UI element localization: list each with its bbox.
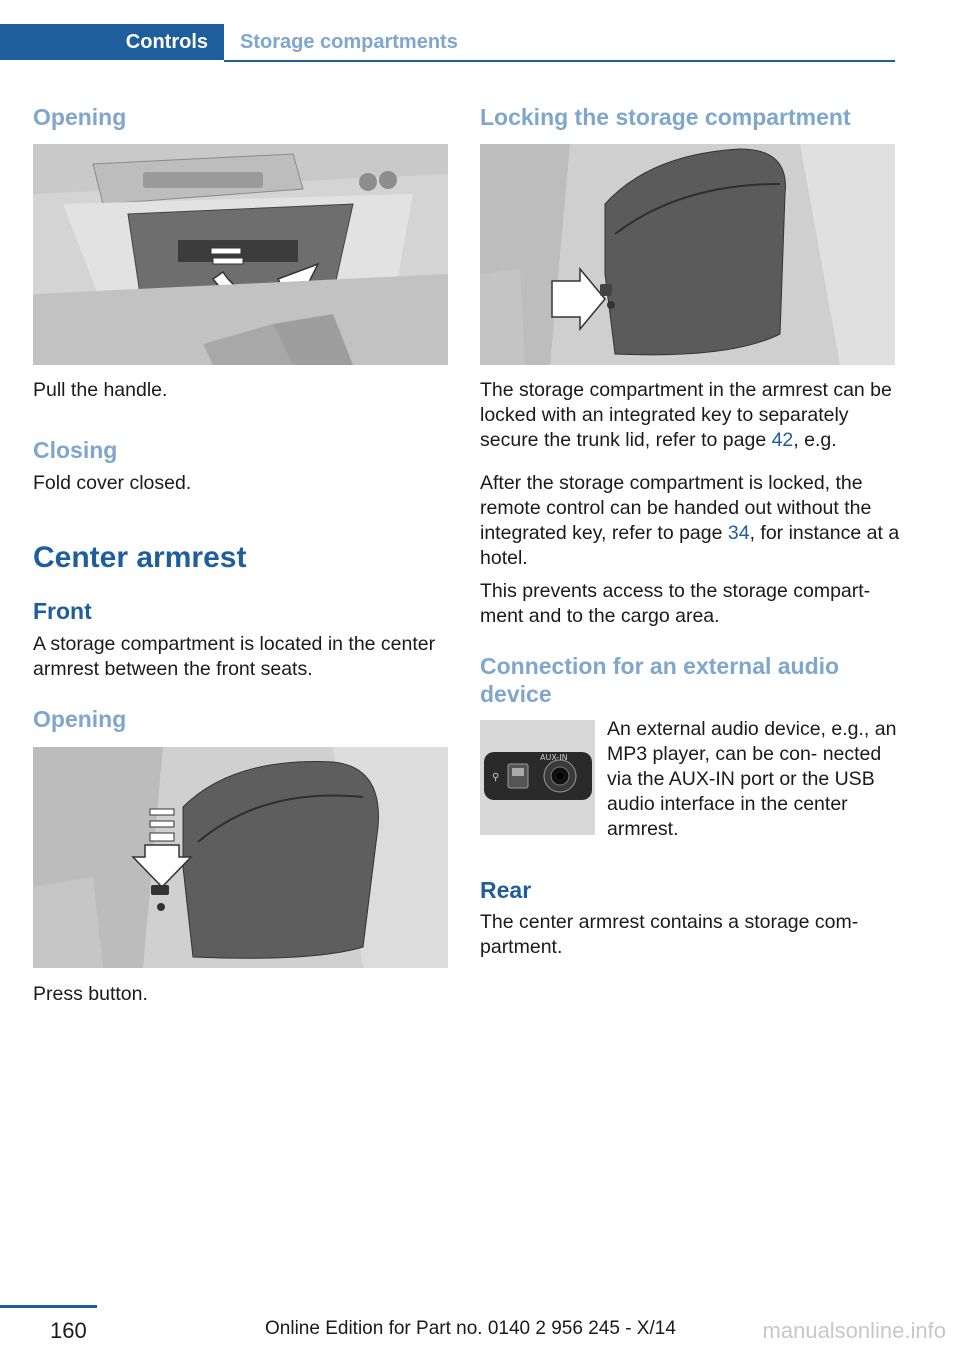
glovebox-illustration xyxy=(33,144,448,365)
front-heading: Front xyxy=(33,598,92,624)
center-armrest-heading: Center armrest xyxy=(33,541,247,574)
header-rule xyxy=(224,60,895,62)
page-header xyxy=(0,24,895,62)
rear-heading: Rear xyxy=(480,877,532,903)
closing-text: Fold cover closed. xyxy=(33,472,192,494)
audio-heading: Connection for an external audio device xyxy=(480,653,840,707)
footer-rule xyxy=(0,1305,97,1308)
locking-paragraph-1 xyxy=(480,378,900,453)
locking-paragraph-3: This prevents access to the storage compart- ment and to the cargo area. xyxy=(480,580,871,627)
aux-label: AUX-IN xyxy=(540,753,568,762)
armrest-lock-illustration xyxy=(480,144,895,365)
closing-heading: Closing xyxy=(33,437,118,463)
locking-p1-text-b: , e.g. xyxy=(793,429,837,451)
page-number: 160 xyxy=(50,1318,87,1343)
pull-text: Pull the handle. xyxy=(33,379,168,401)
chapter-tab xyxy=(0,24,224,60)
opening-heading-1: Opening xyxy=(33,104,127,130)
svg-text:⚲: ⚲ xyxy=(492,772,500,783)
locking-paragraph-2 xyxy=(480,471,900,571)
edition-text: Online Edition for Part no. 0140 2 956 245 - X/14 xyxy=(265,1318,676,1339)
front-text: A storage compartment is located in the center armrest between the front seats. xyxy=(33,633,436,680)
armrest-button-illustration xyxy=(33,747,448,968)
chapter-label: Controls xyxy=(125,30,208,53)
aux-usb-port-illustration xyxy=(480,720,595,835)
locking-heading: Locking the storage compartment xyxy=(480,104,851,130)
rear-text: The center armrest contains a storage com- partment. xyxy=(480,911,859,958)
locking-p1-text-a: The storage compartment in the armrest can be locked with an integrated key to separately secure the trunk lid, refer to page xyxy=(480,379,892,451)
locking-p2-text-a: After the storage compartment is locked, the remote control can be handed out without the integrated key, refer to page xyxy=(480,472,872,544)
watermark: manualsonline.info xyxy=(762,1318,946,1343)
press-text: Press button. xyxy=(33,983,148,1005)
page-ref-34-link[interactable]: 34 xyxy=(727,522,750,544)
audio-text: An external audio device, e.g., an MP3 player, can be con- nected via the AUX-IN port or the USB audio interface in the center armrest. xyxy=(607,718,897,840)
page-ref-42-link[interactable]: 42 xyxy=(771,429,794,451)
locking-p2-text-b: , for instance at a hotel. xyxy=(480,522,900,569)
opening-heading-2: Opening xyxy=(33,706,127,732)
section-label: Storage compartments xyxy=(240,30,458,53)
